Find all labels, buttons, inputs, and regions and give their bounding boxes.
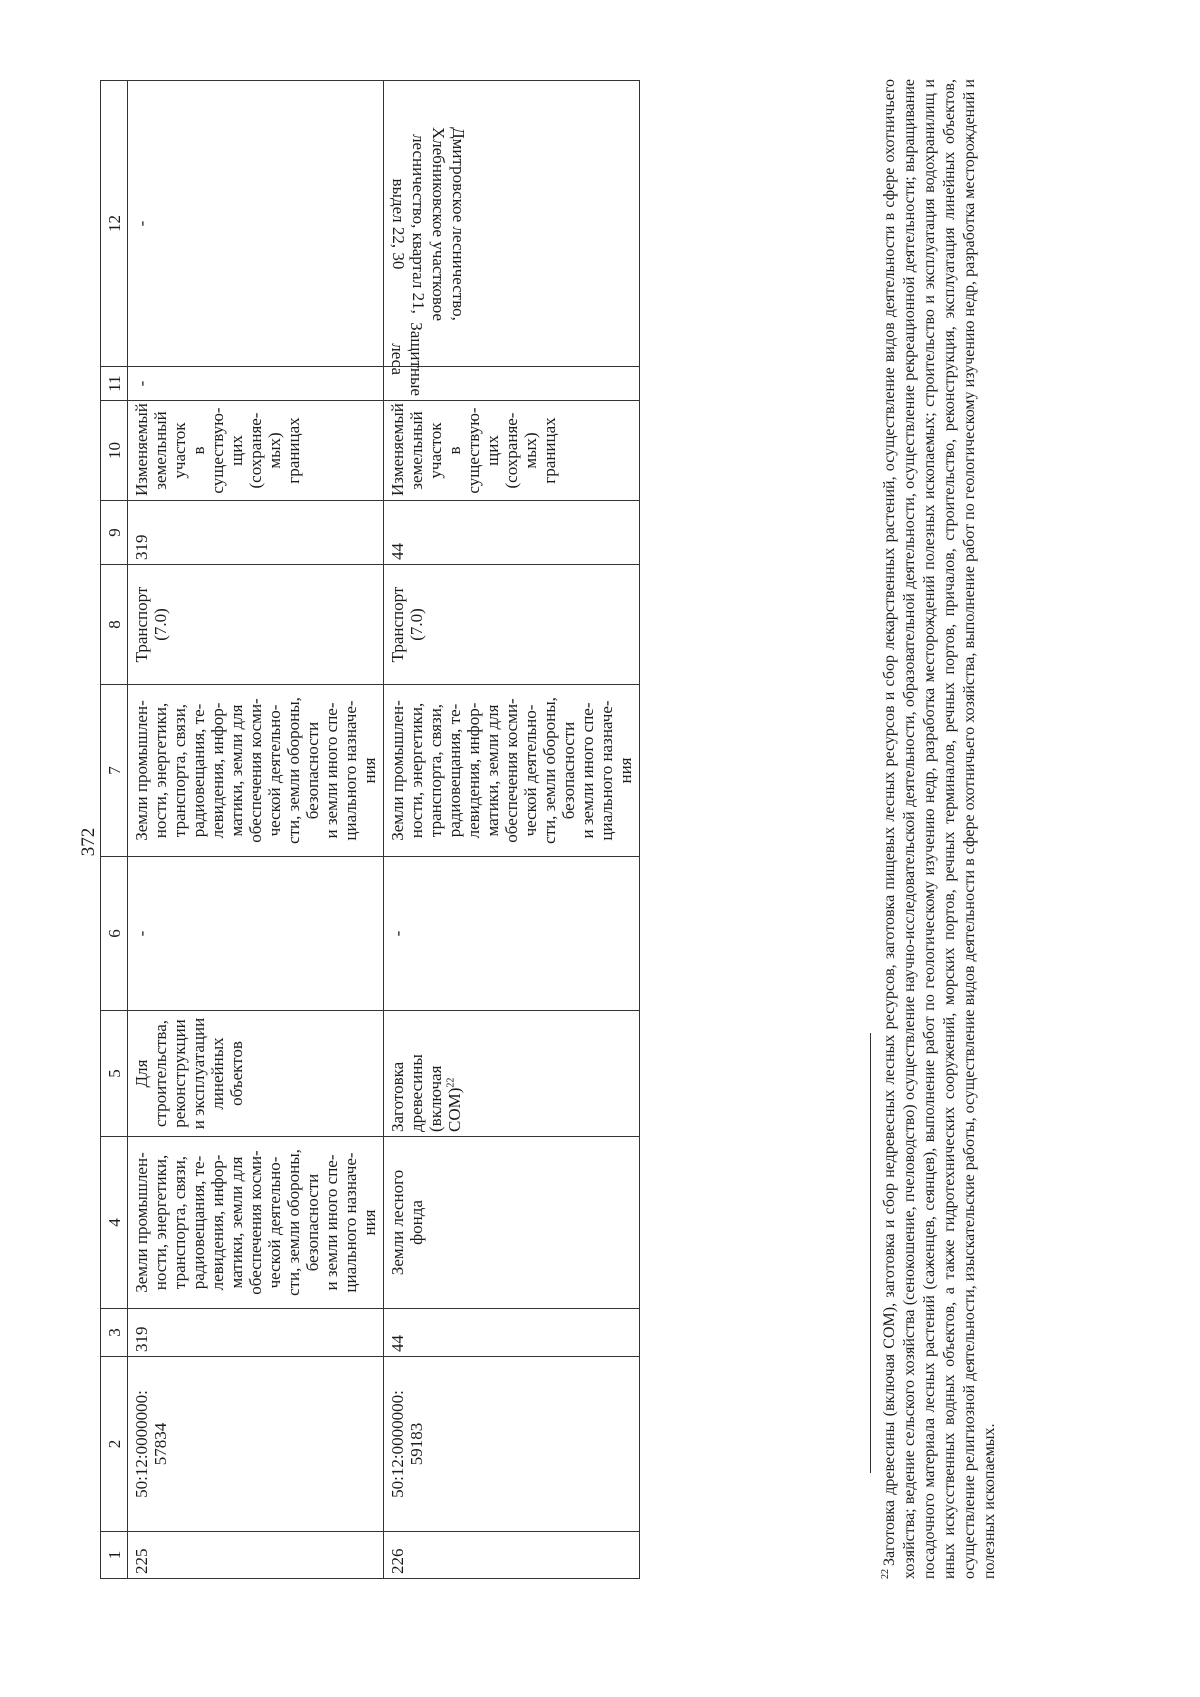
column-number: 11: [101, 367, 128, 401]
row-number: 226: [384, 1532, 640, 1579]
table-row: [384, 81, 640, 1579]
footnote-ref: 22: [445, 1077, 457, 1088]
column-12-value: -: [128, 81, 384, 367]
new-area: 44: [384, 501, 640, 565]
column-number: 3: [101, 1309, 128, 1357]
column-number: 12: [101, 81, 128, 367]
footnote-text: Заготовка древесины (включая СОМ), заготовка и сбор недревесных лесных ресурсов, заготовка пищевых лесных ресурсов и сбор лекарственных растений, осуществление видов деятельности в сфере охотничьего хозяйства; ведение сельского хозяйства (сенокошение, пчеловодство) осуществление научно-исследовательской деятельности, образовательной деятельности, осуществление рекреационной деятельности; выращивание посадочного материала лесных растений (саженцев, сеянцев), выполнение работ по геологическому изучению недр, разработка месторождений полезных ископаемых; строительство и эксплуатация водохранилищ и иных искусственных водных объектов, а также гидротехнических сооружений, морских портов, речных терминалов, речных портов, причалов, строительство, реконструкция, эксплуатация линейных объектов, осуществление религиозной деятельности, изыскательские работы, осуществление видов деятельности в сфере охотничьего хозяйства, выполнение работ по геологическому изучению недр, разработка месторождений и полезных ископаемых.: [881, 79, 998, 1579]
column-6-value: -: [128, 857, 384, 1011]
column-number: 2: [101, 1357, 128, 1532]
column-11-value: -: [128, 367, 384, 401]
new-land-category: Земли промышлен- ности, энергетики, транспорта, связи, радиовещания, те- левидения, инфор- матики, земли для обеспечения косми- ческой деятельно- сти, земли обороны, безопасности и земли иного спе- циального назначе- ния: [384, 685, 640, 857]
cadastral-number: 50:12:0000000: 57834: [128, 1357, 384, 1532]
column-number: 8: [101, 565, 128, 685]
permitted-use-text: Для строительства, реконструкции и эксплуатации линейных объектов: [132, 1017, 246, 1130]
column-number: 4: [101, 1137, 128, 1309]
table-row: [128, 81, 384, 1579]
column-6-value: -: [384, 857, 640, 1011]
use-type: Транспорт (7.0): [128, 565, 384, 685]
permitted-use: [384, 1011, 640, 1137]
plot-area: 319: [128, 1309, 384, 1357]
row-number: 225: [128, 1532, 384, 1579]
plot-status: Изменяемый земельный участок в существую- щих (сохраняе- мых) границах: [384, 401, 640, 501]
page-number: 372: [78, 827, 99, 857]
footnote-mark: 22: [879, 1569, 891, 1579]
permitted-use-text: Заготовка древесины (включая СОМ): [388, 1054, 464, 1132]
forest-category: Защитные леса: [388, 322, 426, 396]
forest-category-cell: [384, 322, 640, 401]
column-number: 5: [101, 1011, 128, 1137]
plot-status: Изменяемый земельный участок в существую- щих (сохраняе- мых) границах: [128, 401, 384, 501]
table-header-row: [101, 81, 128, 1579]
column-number: 9: [101, 501, 128, 565]
footnote: [880, 79, 1000, 1579]
new-area: 319: [128, 501, 384, 565]
column-number: 7: [101, 685, 128, 857]
new-land-category: Земли промышлен- ности, энергетики, транспорта, связи, радиовещания, те- левидения, инфор- матики, земли для обеспечения косми- ческой деятельно- сти, земли обороны, безопасности и земли иного спе- циального назначе- ния: [128, 685, 384, 857]
land-category: Земли лесного фонда: [384, 1137, 640, 1309]
plot-area: 44: [384, 1309, 640, 1357]
land-category: Земли промышлен- ности, энергетики, транспорта, связи, радиовещания, те- левидения, инфор- матики, земли для обеспечения косми- ческой деятельно- сти, земли обороны, безопасности и земли иного спе- циального назначе- ния: [128, 1137, 384, 1309]
column-number: 10: [101, 401, 128, 501]
permitted-use: [128, 1011, 384, 1137]
forest-location: Дмитровское лесничество, Хлебниковское участковое лесничество, квартал 21, выдел 22, 30: [389, 126, 468, 321]
column-number: 6: [101, 857, 128, 1011]
column-number: 1: [101, 1532, 128, 1579]
use-type: Транспорт (7.0): [384, 565, 640, 685]
footnote-divider: [870, 1033, 871, 1473]
land-plots-table: [100, 80, 640, 1579]
cadastral-number: 50:12:0000000: 59183: [384, 1357, 640, 1532]
